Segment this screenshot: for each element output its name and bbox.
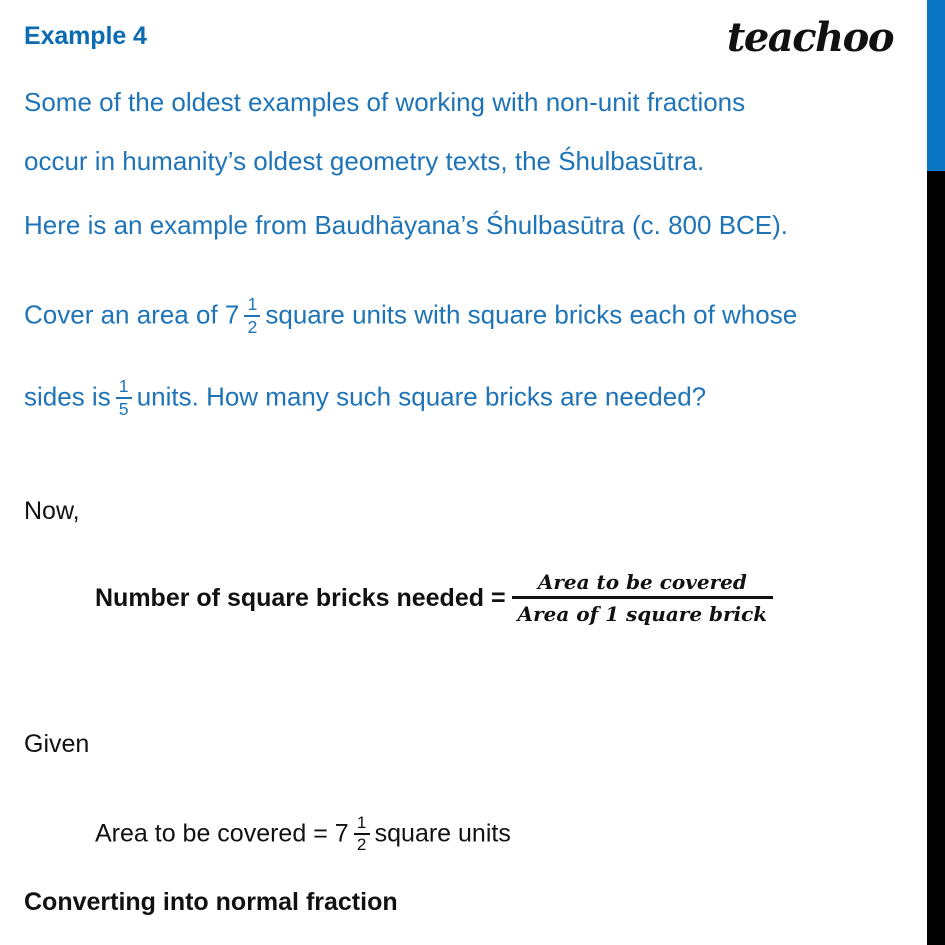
intro-line-2: occur in humanity’s oldest geometry texts, the Śhulbasūtra.: [24, 146, 705, 176]
fraction-denominator: 5: [118, 398, 129, 419]
teachoo-logo: teachoo: [726, 14, 893, 61]
edge-bar-blue: [927, 0, 945, 171]
bricks-formula: [95, 570, 773, 626]
edge-decoration: [927, 0, 945, 945]
converting-heading: Converting into normal fraction: [24, 888, 398, 916]
fraction-denominator: 2: [247, 316, 258, 337]
page-title: Example 4: [24, 22, 147, 50]
question-line-2-suffix: units. How many such square bricks are needed?: [136, 381, 707, 412]
given-area-suffix: square units: [374, 819, 511, 848]
formula-fraction: [512, 570, 774, 626]
given-area-line: [95, 815, 511, 855]
fraction-one-half: [354, 814, 370, 854]
fraction-numerator: 1: [247, 294, 258, 314]
given-area-prefix: Area to be covered = 7: [95, 819, 349, 848]
formula-label: Number of square bricks needed =: [95, 583, 506, 612]
question-line-2: [24, 378, 706, 419]
fraction-one-fifth: [116, 377, 132, 418]
intro-line-1: Some of the oldest examples of working with non-unit fractions: [24, 87, 746, 117]
question-line-1: [24, 296, 797, 337]
question-line-1-suffix: square units with square bricks each of whose: [265, 299, 798, 330]
question-line-1-prefix: Cover an area of 7: [24, 299, 240, 330]
now-label: Now,: [24, 497, 80, 525]
intro-line-3: Here is an example from Baudhāyana’s Śhulbasūtra (c. 800 BCE).: [24, 210, 789, 240]
given-label: Given: [24, 730, 90, 758]
formula-denominator: Area of 1 square brick: [517, 602, 768, 626]
edge-bar-black: [927, 171, 945, 945]
fraction-denominator: 2: [356, 834, 367, 854]
fraction-one-half: [244, 295, 260, 336]
header: [24, 14, 907, 64]
fraction-numerator: 1: [118, 376, 129, 396]
question-line-2-prefix: sides is: [24, 381, 111, 412]
fraction-numerator: 1: [356, 813, 367, 832]
formula-numerator: Area to be covered: [537, 570, 747, 594]
